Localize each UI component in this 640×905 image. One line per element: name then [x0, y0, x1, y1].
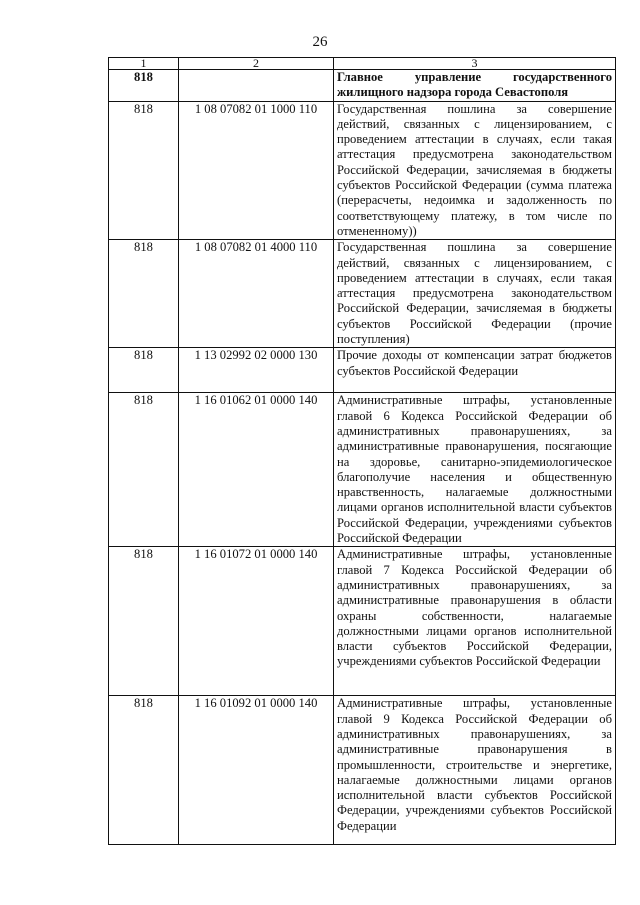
budget-classification-code	[179, 70, 334, 102]
income-description: Административные штрафы, установленные главой 7 Кодекса Российской Федерации об административных правонарушениях, за административные правонарушения в области охраны собственности, налагаемые должностными лицами органов исполнительной власти субъектов Российской Федерации, учреждениями субъектов Российской Федерации	[334, 547, 616, 696]
table-row	[109, 547, 616, 696]
table-row	[109, 101, 616, 240]
column-number-row	[109, 58, 616, 70]
administrator-code: 818	[109, 348, 179, 393]
administrator-code: 818	[109, 240, 179, 348]
budget-classification-code: 1 08 07082 01 4000 110	[179, 240, 334, 348]
budget-classification-code: 1 13 02992 02 0000 130	[179, 348, 334, 393]
income-description: Главное управление государственного жилищного надзора города Севастополя	[334, 70, 616, 102]
budget-classification-code: 1 08 07082 01 1000 110	[179, 101, 334, 240]
income-description: Прочие доходы от компенсации затрат бюджетов субъектов Российской Федерации	[334, 348, 616, 393]
page-number: 26	[312, 34, 328, 50]
revenue-code-table	[108, 57, 616, 845]
administrator-code: 818	[109, 70, 179, 102]
income-description: Административные штрафы, установленные главой 6 Кодекса Российской Федерации об административных правонарушениях, за административные правонарушения, посягающие на здоровье, санитарно-эпидемиологическое благополучие населения и общественную нравственность, налагаемые должностными лицами органов исполнительной власти субъектов Российской Федерации, учреждениями субъектов Российской Федерации	[334, 393, 616, 547]
column-number: 3	[334, 58, 616, 70]
income-description: Государственная пошлина за совершение действий, связанных с лицензированием, с проведением аттестации в случаях, если такая аттестация предусмотрена законодательством Российской Федерации, зачисляемая в бюджеты субъектов Российской Федерации (прочие поступления)	[334, 240, 616, 348]
column-number: 1	[109, 58, 179, 70]
administrator-code: 818	[109, 696, 179, 845]
table-row	[109, 696, 616, 845]
income-description: Административные штрафы, установленные главой 9 Кодекса Российской Федерации об административных правонарушениях, за административные правонарушения в промышленности, строительстве и энергетике, налагаемые должностными лицами органов исполнительной власти субъектов Российской Федерации, учреждениями субъектов Российской Федерации	[334, 696, 616, 845]
table-row	[109, 348, 616, 393]
budget-classification-code: 1 16 01092 01 0000 140	[179, 696, 334, 845]
administrator-code: 818	[109, 393, 179, 547]
column-number: 2	[179, 58, 334, 70]
budget-classification-code: 1 16 01072 01 0000 140	[179, 547, 334, 696]
administrator-code: 818	[109, 547, 179, 696]
budget-classification-code: 1 16 01062 01 0000 140	[179, 393, 334, 547]
table-row	[109, 393, 616, 547]
administrator-code: 818	[109, 101, 179, 240]
table-row	[109, 240, 616, 348]
table-row	[109, 70, 616, 102]
income-description: Государственная пошлина за совершение действий, связанных с лицензированием, с проведением аттестации в случаях, если такая аттестация предусмотрена законодательством Российской Федерации, зачисляемая в бюджеты субъектов Российской Федерации (сумма платежа (перерасчеты, недоимка и задолженность по соответствующему платежу, в том числе по отмененному))	[334, 101, 616, 240]
